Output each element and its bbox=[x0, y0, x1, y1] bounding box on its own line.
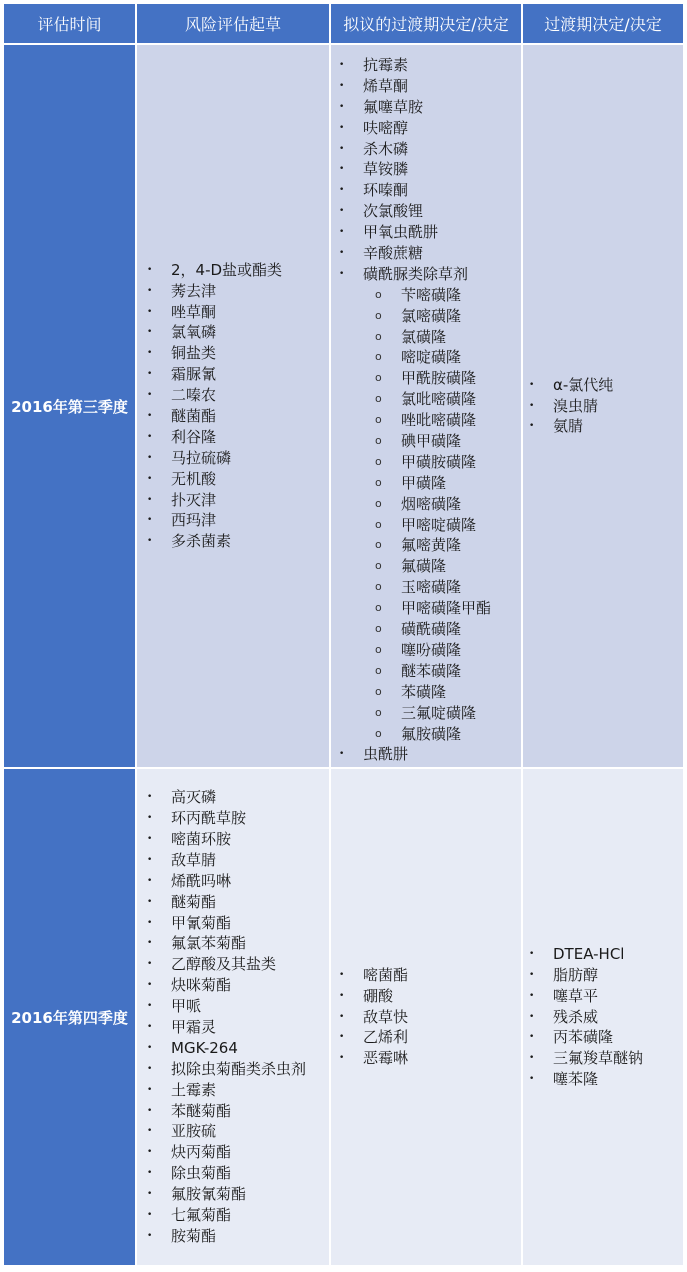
list-item: • 扑灭津 bbox=[171, 490, 329, 511]
list-item: o 氯嘧磺隆 bbox=[401, 306, 521, 327]
proposed-cell bbox=[331, 45, 521, 767]
list-item: o 唑吡嘧磺隆 bbox=[401, 410, 521, 431]
list-item: • 环嗪酮 bbox=[363, 180, 521, 201]
list-item: • 拟除虫菊酯类杀虫剂 bbox=[171, 1059, 329, 1080]
list-item: o 氯吡嘧磺隆 bbox=[401, 389, 521, 410]
list-item: • 乙烯利 bbox=[363, 1027, 521, 1048]
list-item: • 噻草平 bbox=[553, 986, 683, 1007]
list-item: • 苯醚菊酯 bbox=[171, 1101, 329, 1122]
list-item: • 胺菊酯 bbox=[171, 1226, 329, 1247]
list-item: • 甲哌 bbox=[171, 996, 329, 1017]
list-item: • 虫酰肼 bbox=[363, 744, 521, 765]
list-item: • 次氯酸锂 bbox=[363, 201, 521, 222]
list-item: • 溴虫腈 bbox=[553, 396, 683, 417]
list-item: • 马拉硫磷 bbox=[171, 448, 329, 469]
list-item: o 醚苯磺隆 bbox=[401, 661, 521, 682]
list-item: • 西玛津 bbox=[171, 510, 329, 531]
list-item: • 烯草酮 bbox=[363, 76, 521, 97]
list-item: • 嘧菌环胺 bbox=[171, 829, 329, 850]
list-item: o 噻吩磺隆 bbox=[401, 640, 521, 661]
list-item: • 氨腈 bbox=[553, 416, 683, 437]
data-table bbox=[4, 4, 683, 1265]
proposed-list bbox=[363, 55, 521, 285]
list-item: • 环丙酰草胺 bbox=[171, 808, 329, 829]
list-item: • 呋嘧醇 bbox=[363, 118, 521, 139]
final-cell bbox=[523, 45, 683, 767]
list-item: o 氟磺隆 bbox=[401, 556, 521, 577]
period-cell: 2016年第四季度 bbox=[4, 769, 135, 1265]
list-item: • 丙苯磺隆 bbox=[553, 1027, 683, 1048]
list-item: • 甲氧虫酰肼 bbox=[363, 222, 521, 243]
list-item: • 多杀菌素 bbox=[171, 531, 329, 552]
draft-cell bbox=[137, 769, 329, 1265]
list-item: o 嘧啶磺隆 bbox=[401, 347, 521, 368]
list-item: o 三氟啶磺隆 bbox=[401, 703, 521, 724]
list-item: • 敌草快 bbox=[363, 1007, 521, 1028]
header-draft: 风险评估起草 bbox=[137, 4, 329, 43]
draft-list bbox=[171, 787, 329, 1247]
list-item: • 除虫菊酯 bbox=[171, 1163, 329, 1184]
list-item: • 醚菌酯 bbox=[171, 406, 329, 427]
final-list bbox=[553, 375, 683, 438]
list-item: • DTEA-HCl bbox=[553, 944, 683, 965]
draft-list bbox=[171, 260, 329, 552]
list-item: o 碘甲磺隆 bbox=[401, 431, 521, 452]
proposed-list-end bbox=[363, 744, 521, 765]
list-item: o 甲磺胺磺隆 bbox=[401, 452, 521, 473]
list-item: o 甲酰胺磺隆 bbox=[401, 368, 521, 389]
proposed-list bbox=[363, 965, 521, 1069]
list-item: • 脂肪醇 bbox=[553, 965, 683, 986]
list-item: • 霜脲氰 bbox=[171, 364, 329, 385]
list-item: o 苄嘧磺隆 bbox=[401, 285, 521, 306]
list-item: • 2，4-D盐或酯类 bbox=[171, 260, 329, 281]
draft-cell bbox=[137, 45, 329, 767]
list-item: • 敌草腈 bbox=[171, 850, 329, 871]
final-cell bbox=[523, 769, 683, 1265]
list-item: • 七氟菊酯 bbox=[171, 1205, 329, 1226]
list-item: • 磺酰脲类除草剂 bbox=[363, 264, 521, 285]
list-item: • 氟氯苯菊酯 bbox=[171, 933, 329, 954]
list-item: • 氟噻草胺 bbox=[363, 97, 521, 118]
list-item: • 醚菊酯 bbox=[171, 892, 329, 913]
list-item: • 土霉素 bbox=[171, 1080, 329, 1101]
list-item: • 二嗪农 bbox=[171, 385, 329, 406]
list-item: o 甲嘧啶磺隆 bbox=[401, 515, 521, 536]
list-item: o 氟嘧黄隆 bbox=[401, 535, 521, 556]
header-proposed: 拟议的过渡期决定/决定 bbox=[331, 4, 521, 43]
header-period: 评估时间 bbox=[4, 4, 135, 43]
list-item: • 抗霉素 bbox=[363, 55, 521, 76]
list-item: • 无机酸 bbox=[171, 469, 329, 490]
list-item: o 苯磺隆 bbox=[401, 682, 521, 703]
list-item: • 三氟羧草醚钠 bbox=[553, 1048, 683, 1069]
list-item: o 磺酰磺隆 bbox=[401, 619, 521, 640]
list-item: o 甲磺隆 bbox=[401, 473, 521, 494]
list-item: o 甲嘧磺隆甲酯 bbox=[401, 598, 521, 619]
list-item: • 莠去津 bbox=[171, 281, 329, 302]
list-item: • α-氯代纯 bbox=[553, 375, 683, 396]
final-list bbox=[553, 944, 683, 1090]
list-item: • 炔咪菊酯 bbox=[171, 975, 329, 996]
list-item: • 杀木磷 bbox=[363, 139, 521, 160]
list-item: • 嘧菌酯 bbox=[363, 965, 521, 986]
list-item: • 烯酰吗啉 bbox=[171, 871, 329, 892]
list-item: • MGK-264 bbox=[171, 1038, 329, 1059]
list-item: • 甲霜灵 bbox=[171, 1017, 329, 1038]
proposed-sublist bbox=[401, 285, 521, 745]
list-item: • 硼酸 bbox=[363, 986, 521, 1007]
period-cell: 2016年第三季度 bbox=[4, 45, 135, 767]
list-item: • 草铵膦 bbox=[363, 159, 521, 180]
list-item: • 噻苯隆 bbox=[553, 1069, 683, 1090]
list-item: • 铜盐类 bbox=[171, 343, 329, 364]
list-item: • 氟胺氰菊酯 bbox=[171, 1184, 329, 1205]
list-item: • 唑草酮 bbox=[171, 302, 329, 323]
list-item: • 恶霉啉 bbox=[363, 1048, 521, 1069]
list-item: • 炔丙菊酯 bbox=[171, 1142, 329, 1163]
list-item: • 残杀威 bbox=[553, 1007, 683, 1028]
list-item: • 乙醇酸及其盐类 bbox=[171, 954, 329, 975]
list-item: o 氟胺磺隆 bbox=[401, 724, 521, 745]
list-item: • 甲氰菊酯 bbox=[171, 913, 329, 934]
header-final: 过渡期决定/决定 bbox=[523, 4, 683, 43]
list-item: • 氯氧磷 bbox=[171, 322, 329, 343]
list-item: • 高灭磷 bbox=[171, 787, 329, 808]
list-item: o 氯磺隆 bbox=[401, 327, 521, 348]
list-item: • 利谷隆 bbox=[171, 427, 329, 448]
proposed-cell bbox=[331, 769, 521, 1265]
list-item: o 烟嘧磺隆 bbox=[401, 494, 521, 515]
list-item: • 辛酸蔗糖 bbox=[363, 243, 521, 264]
list-item: • 亚胺硫 bbox=[171, 1121, 329, 1142]
list-item: o 玉嘧磺隆 bbox=[401, 577, 521, 598]
